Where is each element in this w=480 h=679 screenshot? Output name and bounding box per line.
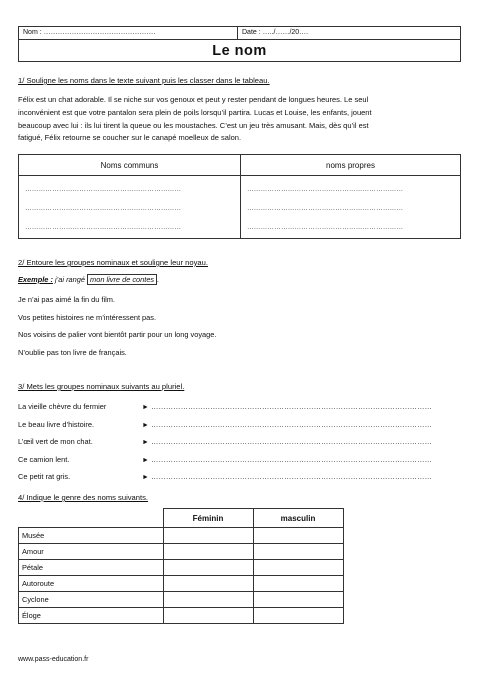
col-masculin: masculin bbox=[253, 509, 343, 528]
col-noms-communs: Noms communs bbox=[19, 155, 241, 176]
col-noms-propres: noms propres bbox=[241, 155, 461, 176]
feminin-cell[interactable] bbox=[163, 544, 253, 560]
q3-answer-row[interactable] bbox=[142, 472, 432, 481]
answer-line: …………………………………………………………… bbox=[247, 224, 404, 231]
q1-line: beaucoup avec lui : ils lui tirent la queue ou les moustaches. C’est un jeu très amusant. Mais, dès qu’il est bbox=[18, 120, 369, 130]
name-field[interactable]: Nom : ………………………………………… bbox=[23, 29, 156, 36]
q3-instruction: 3/ Mets les groupes nominaux suivants au pluriel. bbox=[18, 382, 185, 391]
word-cell: Pétale bbox=[19, 560, 164, 576]
answer-line: …………………………………………………………………………………………………… bbox=[151, 455, 432, 464]
answer-line: …………………………………………………………… bbox=[25, 205, 182, 212]
answer-line: …………………………………………………………………………………………………… bbox=[151, 437, 432, 446]
masculin-cell[interactable] bbox=[253, 608, 343, 624]
q1-line: inconvénient est que votre pantalon sera plein de poils lorsqu’il partira. Lucas et Louise, les enfants, jouent bbox=[18, 107, 372, 117]
header-row bbox=[19, 27, 460, 40]
q3-answer-row[interactable] bbox=[142, 455, 432, 464]
arrow-right-icon: ► bbox=[142, 474, 149, 481]
noms-communs-cell[interactable] bbox=[19, 176, 241, 239]
q3-answer-row[interactable] bbox=[142, 402, 432, 411]
q3-answer-row[interactable] bbox=[142, 420, 432, 429]
example-post: . bbox=[157, 275, 160, 284]
word-cell: Éloge bbox=[19, 608, 164, 624]
answer-line: …………………………………………………………………………………………………… bbox=[151, 420, 432, 429]
feminin-cell[interactable] bbox=[163, 592, 253, 608]
arrow-right-icon: ► bbox=[142, 457, 149, 464]
feminin-cell[interactable] bbox=[163, 560, 253, 576]
col-feminin: Féminin bbox=[163, 509, 253, 528]
q4-instruction: 4/ Indique le genre des noms suivants. bbox=[18, 493, 149, 502]
answer-line: …………………………………………………………………………………………………… bbox=[151, 402, 432, 411]
nouns-table bbox=[18, 154, 461, 239]
masculin-cell[interactable] bbox=[253, 528, 343, 544]
feminin-cell[interactable] bbox=[163, 528, 253, 544]
word-cell: Autoroute bbox=[19, 576, 164, 592]
q3-item: L’œil vert de mon chat. bbox=[18, 437, 93, 446]
feminin-cell[interactable] bbox=[163, 576, 253, 592]
word-cell: Cyclone bbox=[19, 592, 164, 608]
corner-blank bbox=[19, 509, 164, 528]
example-boxed-group: mon livre de contes bbox=[87, 274, 157, 285]
header-divider bbox=[237, 27, 238, 40]
arrow-right-icon: ► bbox=[142, 422, 149, 429]
answer-line: …………………………………………………………… bbox=[247, 186, 404, 193]
q1-line: fatigué, Félix retourne se coucher sur le canapé moelleux de salon. bbox=[18, 133, 242, 143]
word-cell: Amour bbox=[19, 544, 164, 560]
date-field[interactable]: Date : …../……/20…. bbox=[242, 29, 309, 36]
answer-line: …………………………………………………………… bbox=[25, 186, 182, 193]
q2-sentence[interactable]: Nos voisins de palier vont bientôt partir pour un long voyage. bbox=[18, 330, 217, 339]
masculin-cell[interactable] bbox=[253, 560, 343, 576]
answer-line: …………………………………………………………………………………………………… bbox=[151, 472, 432, 481]
word-cell: Musée bbox=[19, 528, 164, 544]
q3-item: Le beau livre d’histoire. bbox=[18, 420, 95, 429]
q2-example bbox=[18, 275, 159, 284]
feminin-cell[interactable] bbox=[163, 608, 253, 624]
q3-item: Ce camion lent. bbox=[18, 455, 70, 464]
answer-line: …………………………………………………………… bbox=[247, 205, 404, 212]
q2-sentence[interactable]: Vos petites histoires ne m’intéressent pas. bbox=[18, 313, 157, 322]
masculin-cell[interactable] bbox=[253, 544, 343, 560]
masculin-cell[interactable] bbox=[253, 592, 343, 608]
q1-line: Félix est un chat adorable. Il se niche sur vos genoux et peut y rester pendant de longues heures. Le seul bbox=[18, 95, 369, 104]
q1-instruction: 1/ Souligne les noms dans le texte suivant puis les classer dans le tableau. bbox=[18, 76, 270, 85]
q1-text bbox=[18, 94, 461, 145]
example-pre: j’ai rangé bbox=[54, 275, 85, 284]
footer-site[interactable]: www.pass-education.fr bbox=[18, 656, 89, 663]
q2-sentence[interactable]: N’oublie pas ton livre de français. bbox=[18, 348, 127, 357]
answer-line: …………………………………………………………… bbox=[25, 224, 182, 231]
gender-table bbox=[18, 508, 344, 624]
masculin-cell[interactable] bbox=[253, 576, 343, 592]
example-label: Exemple : bbox=[18, 275, 53, 284]
q3-item: Ce petit rat gris. bbox=[18, 472, 71, 481]
q2-sentence[interactable]: Je n’ai pas aimé la fin du film. bbox=[18, 295, 115, 304]
noms-propres-cell[interactable] bbox=[241, 176, 461, 239]
page-title: Le nom bbox=[212, 43, 267, 59]
q3-answer-row[interactable] bbox=[142, 437, 432, 446]
q3-item: La vieille chèvre du fermier bbox=[18, 402, 107, 411]
arrow-right-icon: ► bbox=[142, 439, 149, 446]
q2-instruction: 2/ Entoure les groupes nominaux et souligne leur noyau. bbox=[18, 258, 208, 267]
header-box bbox=[18, 26, 461, 62]
arrow-right-icon: ► bbox=[142, 404, 149, 411]
